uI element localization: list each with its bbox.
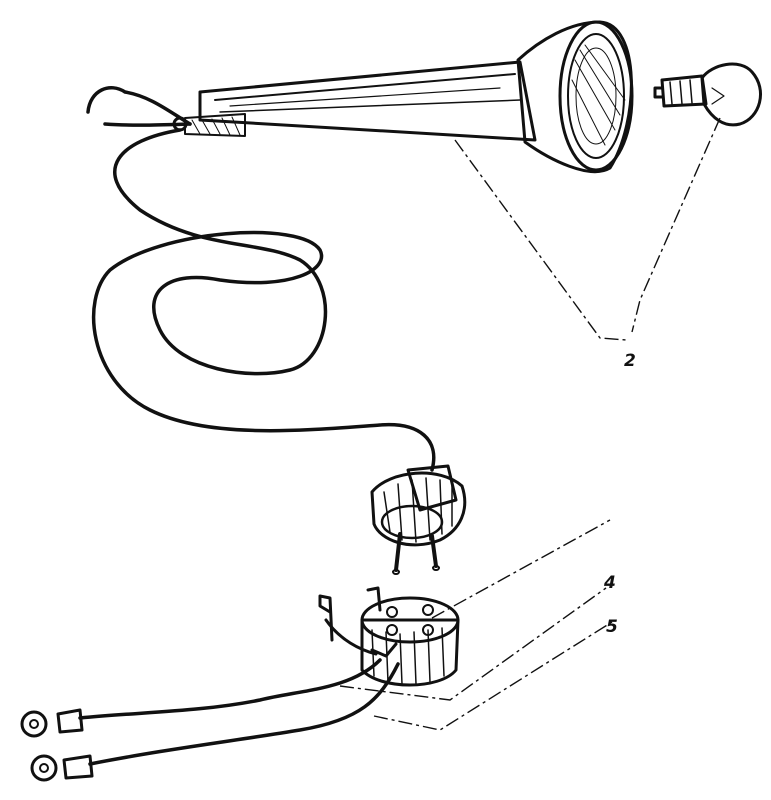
light-bulb [655, 64, 761, 125]
terminal-lug-lower [32, 756, 92, 780]
plug [372, 466, 465, 574]
lamp-reflector [518, 22, 632, 172]
terminal-lug-upper [22, 710, 82, 736]
battery-leads [22, 660, 398, 780]
callout-4: 4 [604, 573, 616, 593]
hanging-hook [88, 88, 190, 130]
lamp-cord [94, 130, 434, 470]
callout-2: 2 [624, 351, 636, 371]
lamp-handle [185, 62, 535, 140]
socket [320, 588, 458, 685]
callout-5: 5 [606, 617, 618, 637]
